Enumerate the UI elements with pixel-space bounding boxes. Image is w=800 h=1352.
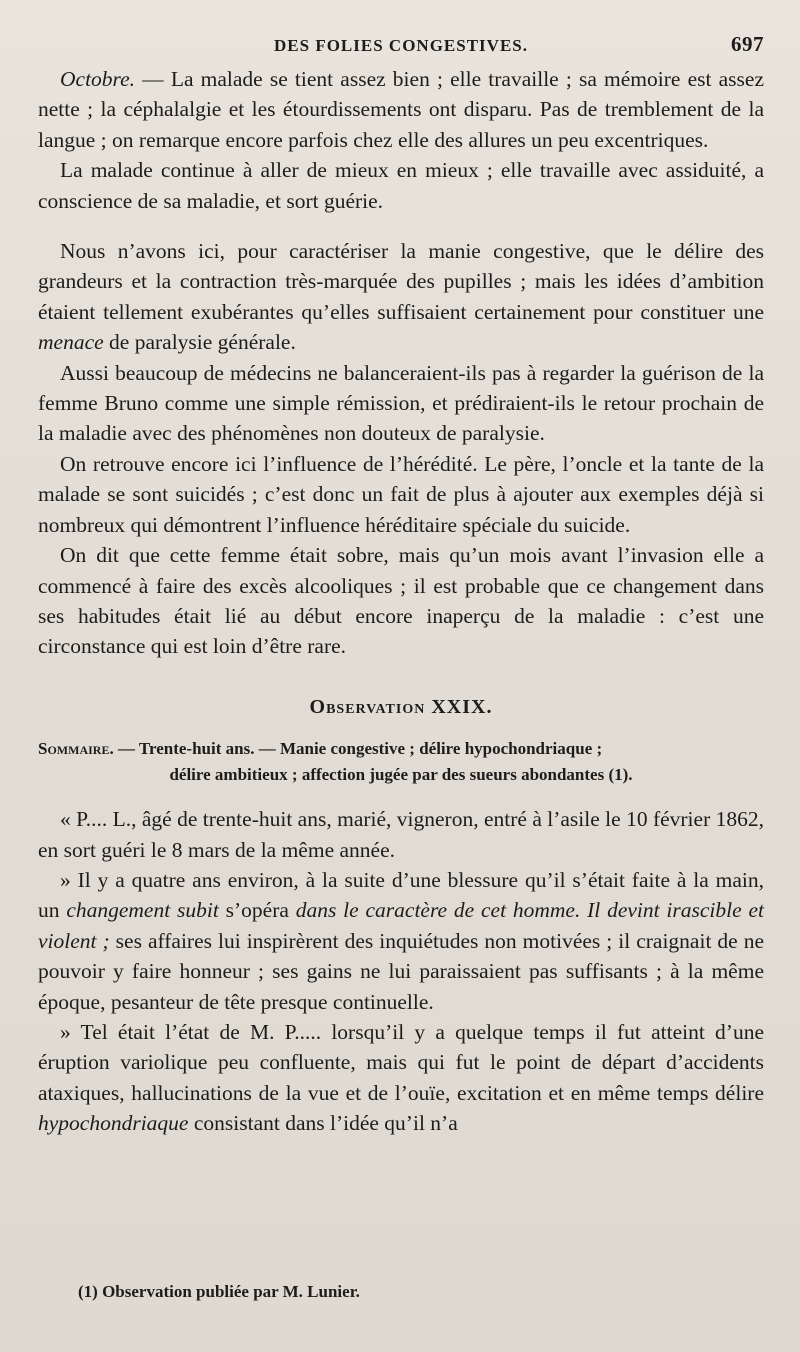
running-title: DES FOLIES CONGESTIVES. [274, 36, 528, 55]
summary-line-2: délire ambitieux ; affection jugée par des sueurs abondantes (1). [169, 765, 633, 785]
paragraph-text: — La malade se tient assez bien ; elle travaille ; sa mémoire est assez nette ; la céphalalgie et les étourdissements ont disparu. Pas de tremblement de la langue ; on remarque encore parfois chez elle des allures un peu excentriques. [38, 67, 764, 152]
case-report [38, 804, 764, 1138]
paragraph: On retrouve encore ici l’influence de l’hérédité. Le père, l’oncle et la tante de la malade se sont suicidés ; c’est donc un fait de plus à ajouter aux exemples déjà si nombreux qui démontrent l’influence héréditaire spéciale du suicide. [38, 451, 764, 537]
observation-heading: Observation XXIX. [309, 695, 493, 718]
paragraph: On dit que cette femme était sobre, mais qu’un mois avant l’invasion elle a commencé à faire des excès alcooliques ; il est probable que ce changement dans ses habitudes était lié au début encore inaperçu de la maladie : c’est une circonstance qui est loin d’être rare. [38, 543, 764, 659]
emphasis-text: menace [38, 330, 104, 355]
paragraph-text: s’opéra [218, 898, 296, 923]
page-number: 697 [731, 32, 764, 56]
summary-line-1: — Trente-huit ans. — Manie congestive ; délire hypochondriaque ; [113, 739, 603, 759]
observation-summary [38, 736, 764, 788]
section-gap [38, 216, 764, 236]
paragraph-text: consistant dans l’idée qu’il n’a [188, 1111, 458, 1136]
paragraph: « P.... L., âgé de trente-huit ans, marié, vigneron, entré à l’asile le 10 février 1862, en sort guéri le 8 mars de la même année. [38, 807, 764, 862]
paragraph-text: » Tel était l’état de M. P..... lorsqu’il y a quelque temps il fut atteint d’une éruption variolique peu confluente, mais qui fut le point de départ d’accidents ataxiques, hallucinations de la vue et de l’ouïe, excitation et en même temps délire [38, 1019, 764, 1105]
paragraph-text: ses affaires lui inspirèrent des inquiétudes non motivées ; il craignait de ne pouvoir y faire honneur ; ses gains ne lui paraissaient pas suffisants ; à la même époque, pesanteur de tête presque continuelle. [38, 928, 765, 1014]
emphasis-text: changement subit [66, 898, 219, 923]
main-text [38, 64, 764, 1139]
paragraph-text: » Il y a quatre ans environ, à la suite d’une blessure qu’il s’était faite à la main, un [38, 867, 764, 923]
running-head [38, 30, 764, 64]
paragraph: Aussi beaucoup de médecins ne balanceraient-ils pas à regarder la guérison de la femme Bruno comme une simple rémission, et prédiraient-ils le retour prochain de la maladie avec des phénomènes non douteux de paralysie. [38, 360, 764, 446]
paragraph: La malade continue à aller de mieux en mieux ; elle travaille avec assiduité, a conscience de sa maladie, et sort guérie. [38, 158, 764, 213]
month-label: Octobre. [60, 67, 136, 91]
emphasis-text: dans le caractère de cet homme. Il devint irascible et violent ; [38, 898, 764, 953]
paragraph [38, 865, 764, 1017]
paragraph-text: Nous n’avons ici, pour caractériser la manie congestive, que le délire des grandeurs et la contraction très-marquée des pupilles ; mais les idées d’ambition étaient tellement exubérantes qu’elles suffisaient certainement pour constituer une [38, 239, 764, 324]
footnote: (1) Observation publiée par M. Lunier. [78, 1282, 360, 1301]
paragraph [38, 1017, 764, 1139]
summary-label: Sommaire. [38, 739, 114, 759]
emphasis-text: hypochondriaque [38, 1111, 189, 1136]
paragraph [38, 236, 764, 358]
paragraph-octobre [38, 64, 764, 155]
paragraph-text: de paralysie générale. [103, 330, 296, 355]
